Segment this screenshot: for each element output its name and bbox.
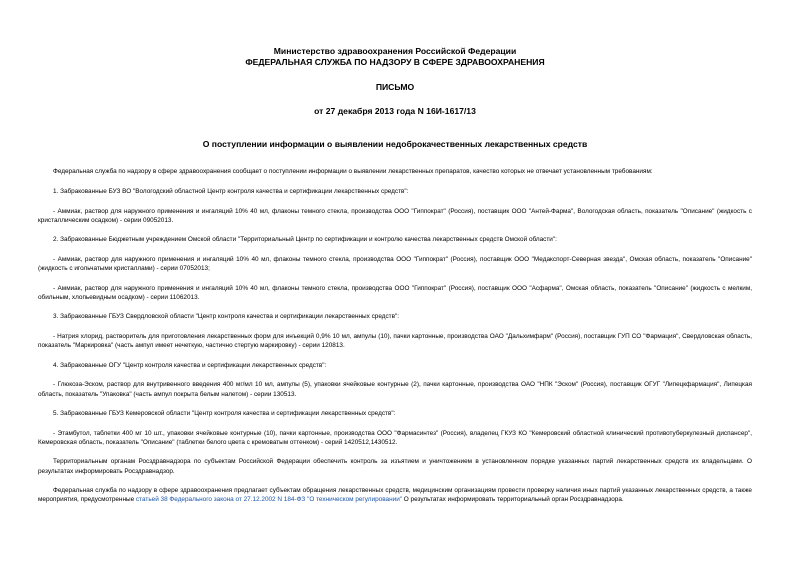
intro-paragraph: Федеральная служба по надзору в сфере здравоохранения сообщает о поступлении информации о выявлении лекарственных препаратов, качество которых не отвечает установленным требованиям: — [53, 168, 653, 175]
document-date-number: от 27 декабря 2013 года N 16И-1617/13 — [314, 106, 476, 116]
ministry-name: Министерство здравоохранения Российской Федерации — [273, 46, 517, 56]
document-type: ПИСЬМО — [375, 82, 415, 92]
document-body — [38, 167, 752, 505]
final-paragraph — [38, 486, 752, 505]
final-paragraph-text-end: О результатах информировать территориальный орган Росздравнадзора. — [402, 496, 624, 504]
item-3-title: 3. Забракованные ГБУЗ Свердловской области "Центр контроля качества и сертификации лекарственных средств": — [53, 313, 400, 321]
law-article-link[interactable]: статьей 38 Федерального закона от 27.12.2002 N 184-ФЗ "О техническом регулировании" — [135, 496, 403, 504]
territorial-bodies-paragraph: Территориальным органам Росздравнадзора по субъектам Российской Федерации обеспечить контроль за изъятием и уничтожением в установленном порядке указанных партий лекарственных средств их владельцами. О результатах информировать Росздравнадзор. — [38, 458, 752, 475]
item-5-entry-a: - Этамбутол, таблетки 400 мг 10 шт., упаковки ячейковые контурные (10), пачки картонные, производства ООО "Фармасинтез" (Россия), владелец ГКУЗ КО "Кемеровский областной клинический противотуберкулезный диспансер", Кемеровская область, показатель "Описание" (таблетки белого цвета с кремоватым оттенком) - серий 1420512,1430512. — [38, 429, 752, 447]
item-2-entry-a: - Аммиак, раствор для наружного применения и ингаляций 10% 40 мл, флаконы темного стекла, производства ООО "Гиппократ" (Россия), поставщик ООО "Медакспорт-Северная звезда", Омская область, показатель "Описание" (жидкость с игольчатыми кристаллами) - серии 07052013; — [38, 255, 752, 273]
document-header — [38, 46, 752, 117]
item-2-entry-b: - Аммиак, раствор для наружного применения и ингаляций 10% 40 мл, флаконы темного стекла, производства ООО "Гиппократ" (Россия), поставщик ООО "Асфарма", Омская область, показатель "Описание" (жидкость с мелким, обильным, хлопьевидным осадком) - серии 11062013. — [38, 284, 752, 301]
service-name: ФЕДЕРАЛЬНАЯ СЛУЖБА ПО НАДЗОРУ В СФЕРЕ ЗДРАВООХРАНЕНИЯ — [245, 57, 545, 67]
final-paragraph-text-start: Федеральная служба по надзору в сфере здравоохранения предлагает субъектам обращения лекарственных средств, медицинским организациям провести проверку наличия иных партий указанных лекарственных средств, а также мероприятия, предусмотренные — [38, 486, 752, 504]
item-3-entry-a: - Натрия хлорид, растворитель для приготовления лекарственных форм для инъекций 0,9% 10 мл, ампулы (10), пачки картонные, производства ОАО "Дальхимфарм" (Россия), поставщик ГУП СО "Фармация", Свердловская область, показатель "Маркировка" (часть ампул имеет нечеткую, частично стертую маркировку) - серии 120813. — [38, 332, 752, 350]
item-2-title: 2. Забракованные Бюджетным учреждением Омской области "Территориальный Центр по сертификации и контролю качества лекарственных средств Омской области": — [53, 236, 557, 244]
document-subject: О поступлении информации о выявлении недоброкачественных лекарственных средств — [202, 139, 588, 149]
item-4-entry-a: - Глюкоза-Эском, раствор для внутривенного введения 400 мг/мл 10 мл, ампулы (5), упаковки ячейковые контурные (2), пачки картонные, производства ОАО "НПК "Эском" (Россия), поставщик ОГУГ "Липецкфармация", Липецкая область, показатель "Упаковка" (часть ампул покрыта белым налетом) - серии 130513. — [38, 381, 752, 398]
item-1-entry-a: - Аммиак, раствор для наружного применения и ингаляций 10% 40 мл, флаконы темного стекла, производства ООО "Гиппократ" (Россия), поставщик ООО "Антей-Фарма", Вологодская область, показатель "Описание" (жидкость с кристаллическим осадком) - серии 09052013. — [38, 207, 752, 224]
item-4-title: 4. Забракованные ОГУ "Центр контроля качества и сертификации лекарственных средств": — [53, 361, 327, 369]
item-5-title: 5. Забракованные ГБУЗ Кемеровской области "Центр контроля качества и сертификации лекарственных средств": — [53, 409, 396, 417]
item-1-title: 1. Забракованные БУЗ ВО "Вологодский областной Центр контроля качества и сертификации лекарственных средств": — [53, 187, 409, 195]
